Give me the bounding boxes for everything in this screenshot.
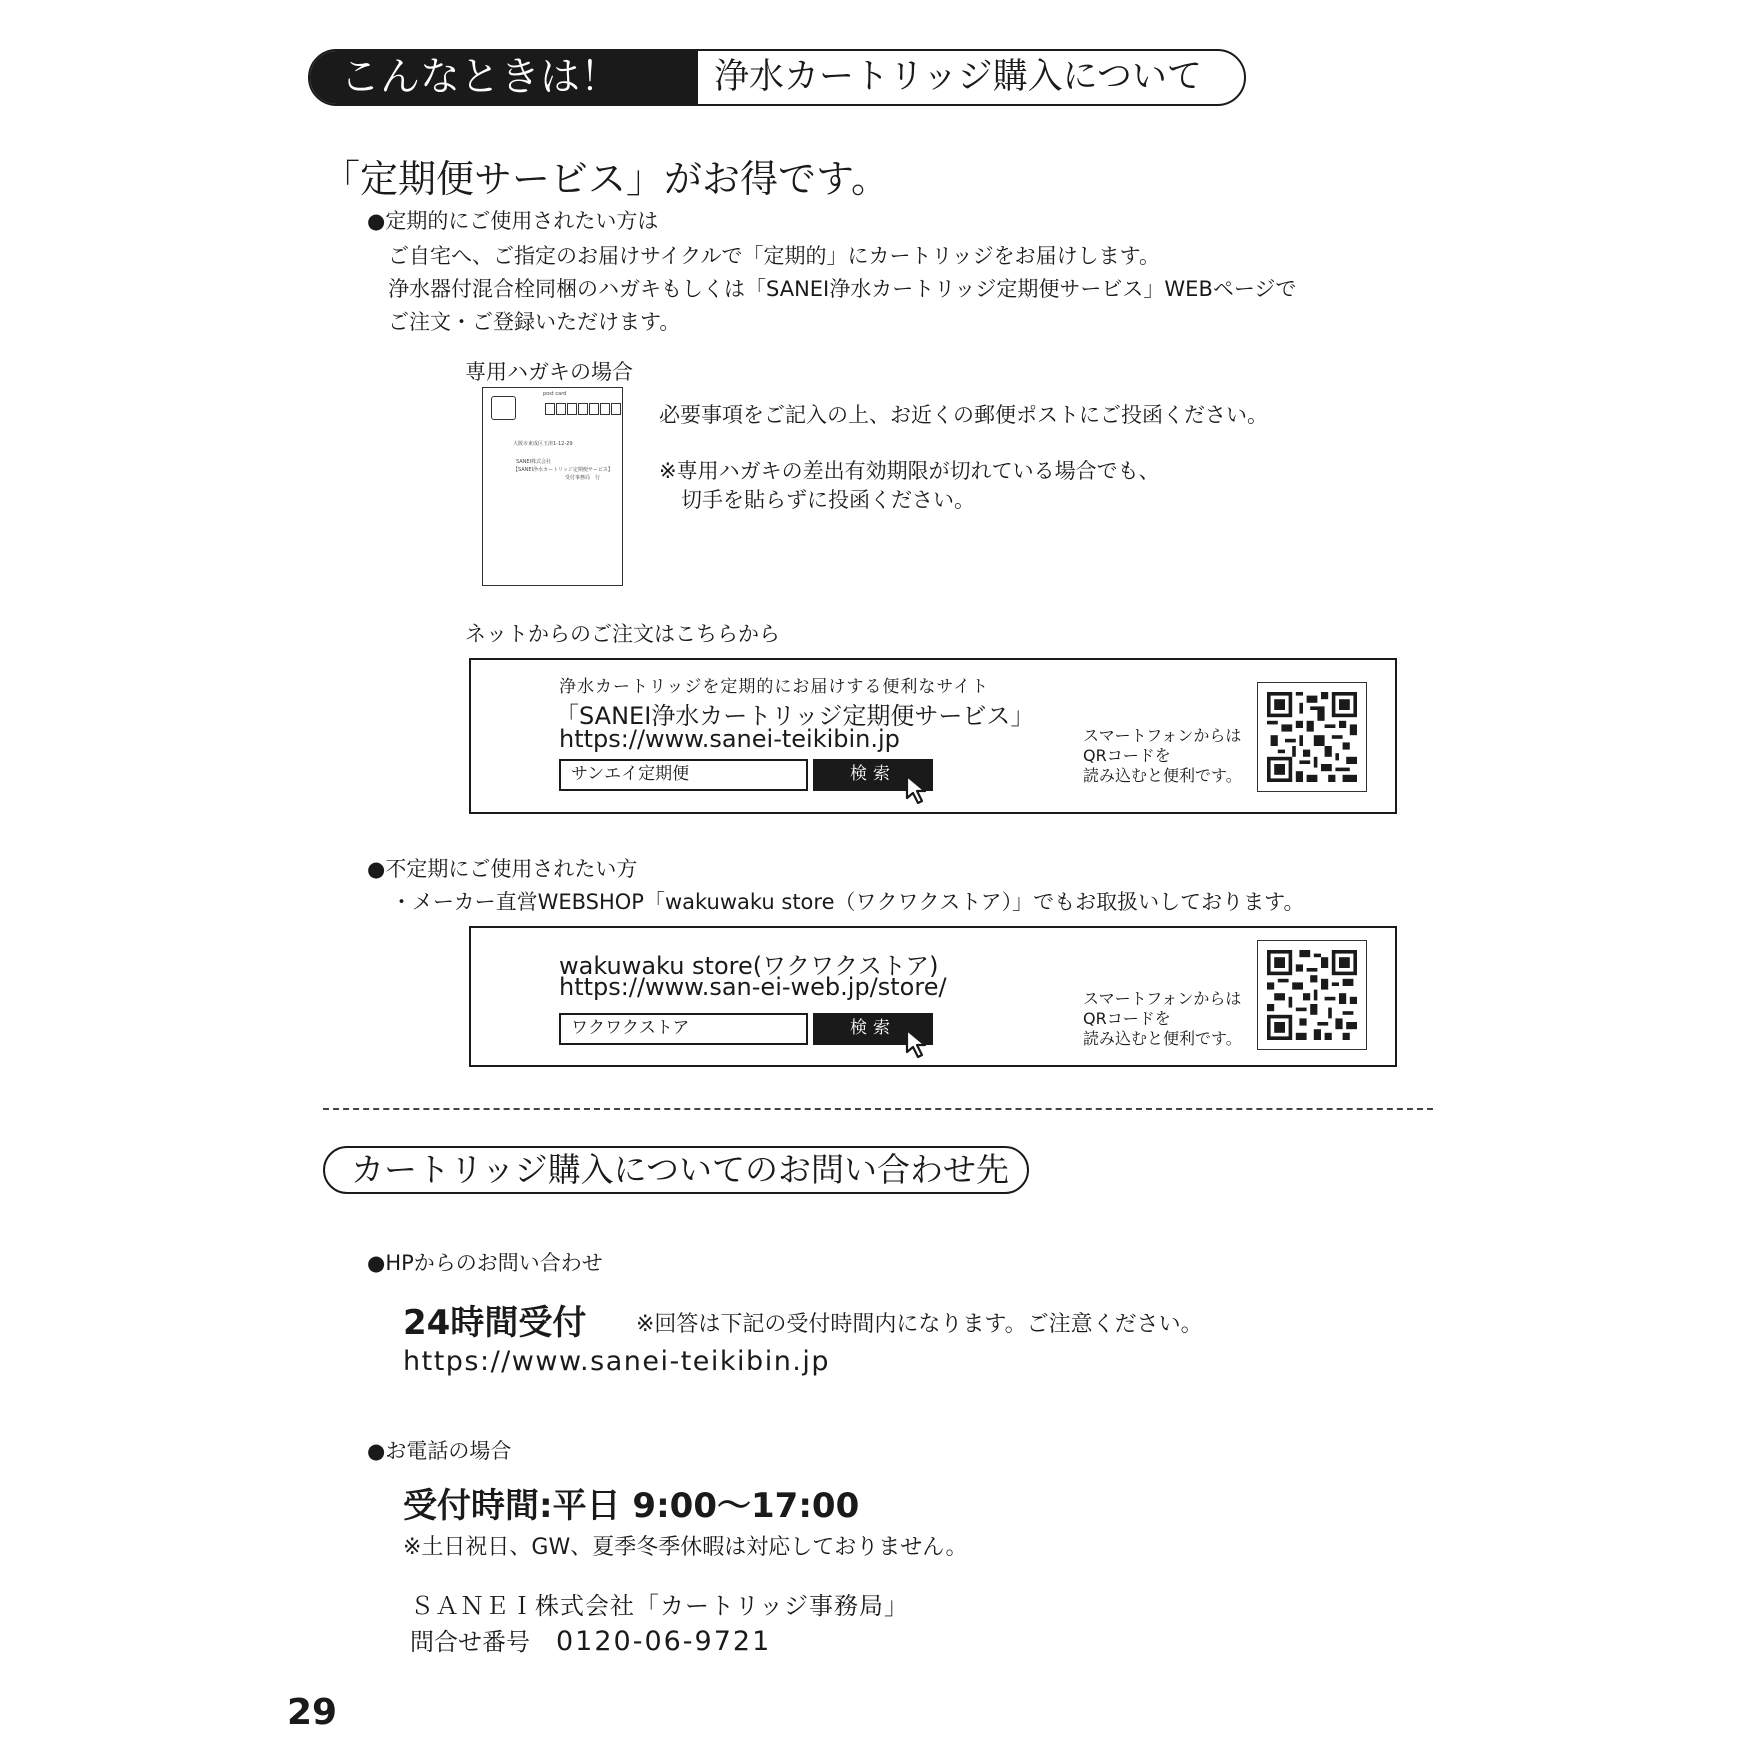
postcard-tiny-top: post card xyxy=(543,391,567,397)
wakuwaku-qr-code[interactable] xyxy=(1257,940,1367,1050)
wakuwaku-search-input[interactable]: ワクワクストア xyxy=(559,1013,808,1045)
teikibin-qr-code[interactable] xyxy=(1257,682,1367,792)
header-title: 浄水カートリッジ購入について xyxy=(714,57,1202,97)
hp-hours: 24時間受付 xyxy=(403,1303,587,1343)
wakuwaku-name: wakuwaku store(ワクワクストア) xyxy=(559,952,939,980)
postcard-stamp-box xyxy=(491,396,516,420)
section-header xyxy=(308,49,1246,106)
phone-line xyxy=(410,1622,771,1657)
teikibin-caption: 浄水カートリッジを定期的にお届けする便利なサイト xyxy=(559,677,990,697)
regular-line-3: ご注文・ご登録いただけます。 xyxy=(388,310,681,334)
teikibin-search-input[interactable]: サンエイ定期便 xyxy=(559,759,808,791)
page-number: 29 xyxy=(287,1692,338,1733)
cursor-arrow-icon xyxy=(904,774,934,806)
regular-line-1: ご自宅へ、ご指定のお届けサイクルで「定期的」にカートリッジをお届けします。 xyxy=(388,244,1160,268)
postcard-zip-boxes xyxy=(545,403,621,415)
teikibin-url[interactable]: https://www.sanei-teikibin.jp xyxy=(559,725,900,753)
postcard-tiny-addr: 大阪市東成区玉津1-12-29 xyxy=(513,441,573,447)
net-order-label: ネットからのご注文はこちらから xyxy=(465,622,780,646)
postcard-tiny-dept: 【SANEI浄水カートリッジ定期便サービス】 xyxy=(513,467,613,473)
main-heading: 「定期便サービス」がお得です。 xyxy=(322,157,889,201)
postcard-tiny-company: SANEI株式会社 xyxy=(516,459,552,465)
irregular-line: ・メーカー直営WEBSHOP「wakuwaku store（ワクワクストア）」でもお取扱いしております。 xyxy=(391,890,1305,914)
qr-code-icon xyxy=(1267,950,1357,1040)
teikibin-name: 「SANEI浄水カートリッジ定期便サービス」 xyxy=(555,702,1035,730)
qr-note-line: スマートフォンからは xyxy=(1083,726,1242,745)
teikibin-qr-note xyxy=(1083,726,1242,786)
qr-note-line: スマートフォンからは xyxy=(1083,989,1242,1008)
postcard-note-2a: ※専用ハガキの差出有効期限が切れている場合でも、 xyxy=(659,459,1160,483)
qr-note-line: QRコードを xyxy=(1083,1009,1171,1028)
postcard-note-1: 必要事項をご記入の上、お近くの郵便ポストにご投函ください。 xyxy=(659,403,1268,427)
phone-bullet: ●お電話の場合 xyxy=(367,1439,512,1463)
qr-note-line: 読み込むと便利です。 xyxy=(1083,766,1242,785)
postcard-note-2b: 切手を貼らずに投函ください。 xyxy=(681,488,975,512)
irregular-bullet: ●不定期にご使用されたい方 xyxy=(367,857,638,881)
wakuwaku-box xyxy=(469,926,1397,1067)
header-tag: こんなときは！ xyxy=(310,51,698,104)
phone-note: ※土日祝日、GW、夏季冬季休暇は対応しておりません。 xyxy=(403,1535,968,1560)
hp-url[interactable]: https://www.sanei-teikibin.jp xyxy=(403,1346,831,1377)
contact-heading: カートリッジ購入についてのお問い合わせ先 xyxy=(323,1146,1029,1194)
postcard-tiny-dept2: 受付事務局 行 xyxy=(565,475,601,481)
contact-company: ＳＡＮＥＩ株式会社「カートリッジ事務局」 xyxy=(410,1592,910,1620)
qr-code-icon xyxy=(1267,692,1357,782)
wakuwaku-search-button[interactable]: 検索 xyxy=(813,1013,933,1045)
wakuwaku-url[interactable]: https://www.san-ei-web.jp/store/ xyxy=(559,973,947,1001)
phone-hours: 受付時間:平日 9:00～17:00 xyxy=(403,1486,860,1526)
phone-label: 問合せ番号 xyxy=(410,1628,530,1656)
wakuwaku-qr-note xyxy=(1083,989,1242,1049)
phone-number[interactable]: 0120-06-9721 xyxy=(556,1626,772,1657)
qr-note-line: QRコードを xyxy=(1083,746,1171,765)
postcard-illustration xyxy=(482,387,623,586)
cursor-arrow-icon xyxy=(904,1028,934,1060)
hp-note: ※回答は下記の受付時間内になります。ご注意ください。 xyxy=(636,1312,1203,1337)
qr-note-line: 読み込むと便利です。 xyxy=(1083,1029,1242,1048)
regular-bullet: ●定期的にご使用されたい方は xyxy=(367,209,659,233)
hp-bullet: ●HPからのお問い合わせ xyxy=(367,1251,603,1275)
teikibin-search-button[interactable]: 検索 xyxy=(813,759,933,791)
dashed-divider xyxy=(323,1108,1433,1110)
postcard-label: 専用ハガキの場合 xyxy=(465,360,633,384)
regular-line-2: 浄水器付混合栓同梱のハガキもしくは「SANEI浄水カートリッジ定期便サービス」WEBページで xyxy=(388,277,1297,301)
teikibin-box xyxy=(469,658,1397,814)
